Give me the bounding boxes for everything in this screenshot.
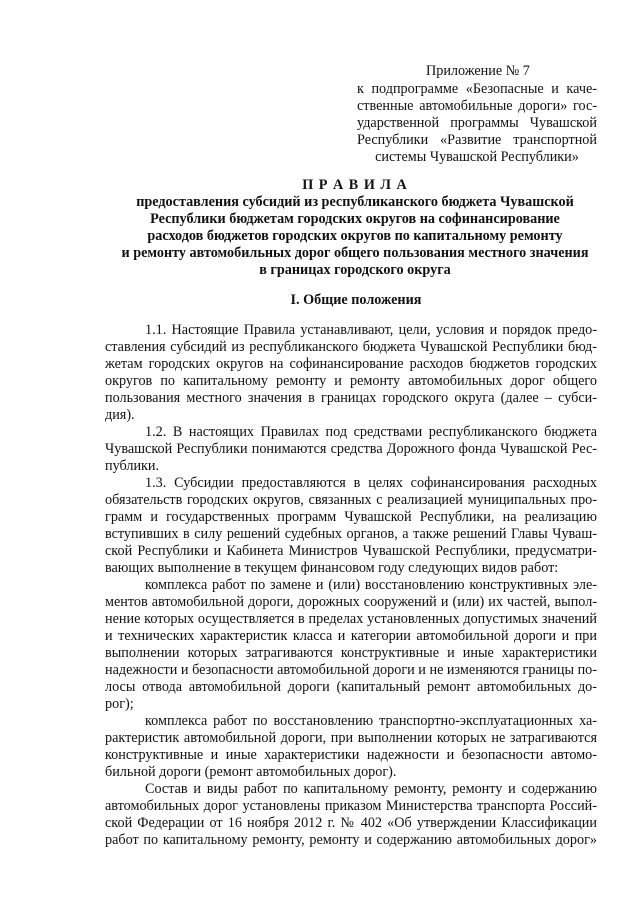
body-line: обязательств городских округов, связанных с реализацией муниципальных про- bbox=[105, 492, 597, 508]
appendix-line: системы Чувашской Республики» bbox=[375, 149, 579, 165]
body-line: нение которых осуществляется в пределах установленных допустимых значений bbox=[105, 611, 597, 627]
body-line: рактеристик автомобильной дороги, при выполнении которых не затрагиваются bbox=[105, 730, 597, 746]
body-line: и технических характеристик класса и категории автомобильной дороги и при bbox=[105, 628, 597, 644]
title-subtitle-line: и ремонту автомобильных дорог общего пользования местного значения bbox=[121, 245, 589, 261]
body-line: комплекса работ по замене и (или) восстановлению конструктивных эле- bbox=[145, 577, 597, 593]
title-subtitle-line: расходов бюджетов городских округов по капитальному ремонту bbox=[147, 228, 563, 244]
body-line: бильной дороги (ремонт автомобильных дорог). bbox=[105, 764, 397, 780]
body-line: автомобильных дорог установлены приказом Министерства транспорта Россий- bbox=[105, 798, 597, 814]
body-line: работ по капитальному ремонту, ремонту и содержанию автомобильных дорог» bbox=[105, 832, 597, 848]
body-line: жетам городских округов на софинансирование расходов бюджетов городских bbox=[105, 356, 597, 372]
body-line: ментов автомобильной дороги, дорожных сооружений и (или) их частей, выпол- bbox=[105, 594, 597, 610]
body-line: дия). bbox=[105, 407, 135, 423]
body-line: 1.2. В настоящих Правилах под средствами республиканского бюджета bbox=[145, 424, 597, 440]
body-line: грамм и государственных программ Чувашской Республики, на реализацию bbox=[105, 509, 597, 525]
body-line: публики. bbox=[105, 458, 160, 474]
body-line: 1.3. Субсидии предоставляются в целях софинансирования расходных bbox=[145, 475, 597, 491]
body-line: ской Федерации от 16 ноября 2012 г. № 402 «Об утверждении Классификации bbox=[105, 815, 597, 831]
appendix-line: Республики «Развитие транспортной bbox=[357, 132, 597, 148]
title-subtitle-line: предоставления субсидий из республиканского бюджета Чувашской bbox=[136, 194, 574, 210]
body-line: конструктивные и иные характеристики надежности и безопасности автомо- bbox=[105, 747, 597, 763]
body-line: Состав и виды работ по капитальному ремонту, ремонту и содержанию bbox=[145, 781, 597, 797]
body-line: выполнении которых затрагиваются конструктивные и иные характеристики bbox=[105, 645, 597, 661]
body-line: ской Республики и Кабинета Министров Чувашской Республики, предусматри- bbox=[105, 543, 597, 559]
title-subtitle-line: в границах городского округа bbox=[259, 262, 451, 278]
section-heading: I. Общие положения bbox=[290, 292, 422, 308]
appendix-number: Приложение № 7 bbox=[426, 63, 530, 79]
body-line: вающих выполнение в текущем финансовом году следующих видов работ: bbox=[105, 560, 559, 576]
body-line: рог); bbox=[105, 696, 134, 712]
body-line: округов по капитальному ремонту и ремонту автомобильных дорог общего bbox=[105, 373, 597, 389]
body-line: Чувашской Республики понимаются средства Дорожного фонда Чувашской Рес- bbox=[105, 441, 597, 457]
body-line: комплекса работ по восстановлению транспортно-эксплуатационных ха- bbox=[145, 713, 597, 729]
title-subtitle-line: Республики бюджетам городских округов на софинансирование bbox=[150, 211, 560, 227]
appendix-line: к подпрограмме «Безопасные и каче- bbox=[357, 81, 597, 97]
body-line: ставления субсидий из республиканского бюджета Чувашской Республики бюд- bbox=[105, 339, 597, 355]
body-line: пользования местного значения в границах городского округа (далее – субси- bbox=[105, 390, 597, 406]
body-line: лосы отвода автомобильной дороги (капитальный ремонт автомобильных до- bbox=[105, 679, 597, 695]
title-heading: П Р А В И Л А bbox=[302, 177, 408, 193]
appendix-line: ственные автомобильные дороги» гос- bbox=[357, 98, 597, 114]
appendix-line: ударственной программы Чувашской bbox=[357, 115, 597, 131]
body-line: 1.1. Настоящие Правила устанавливают, цели, условия и порядок предо- bbox=[145, 322, 597, 338]
body-line: вступивших в силу решений судебных органов, а также решений Главы Чуваш- bbox=[105, 526, 597, 542]
body-line: надежности и безопасности автомобильной дороги и не изменяются границы по- bbox=[105, 662, 597, 678]
